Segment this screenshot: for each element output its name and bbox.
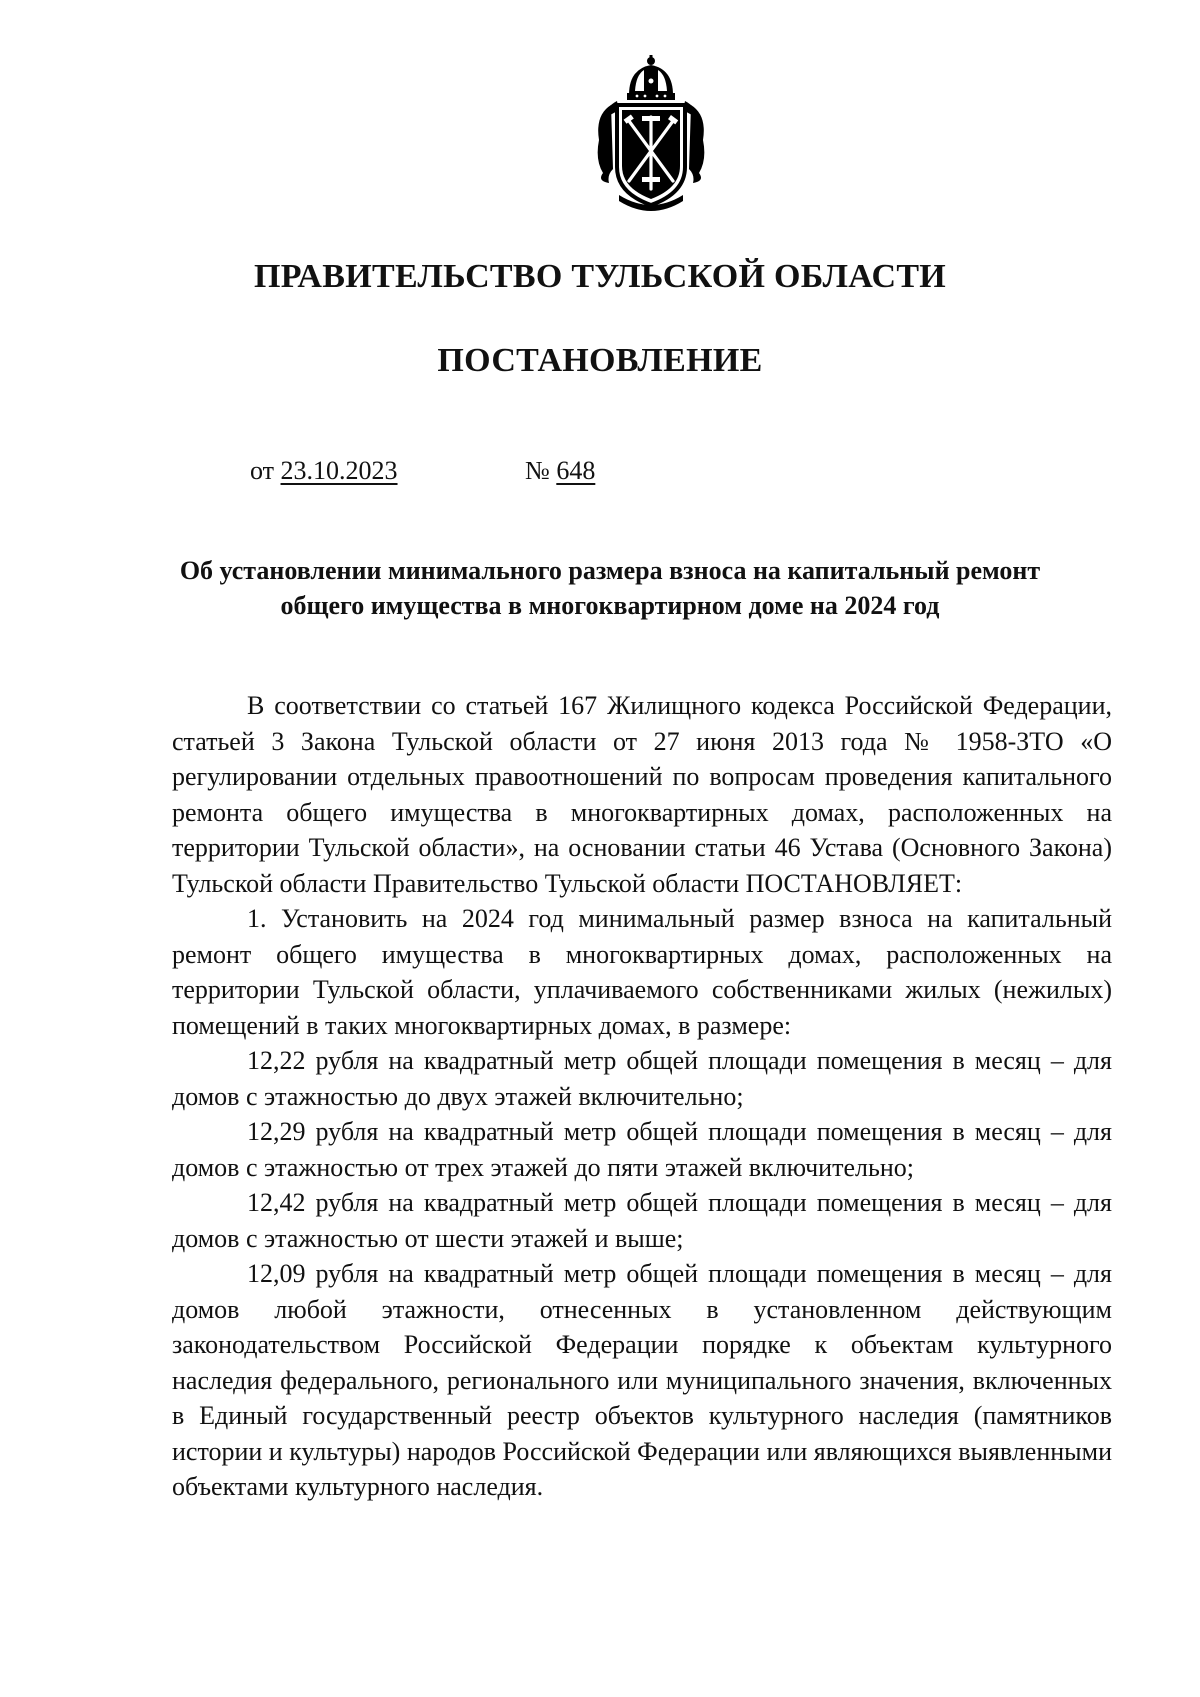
document-title: Об установлении минимального размера взноса на капитальный ремонт общего имущества в многоквартирном доме на 2024 год (179, 556, 1041, 620)
document-body (172, 688, 1112, 1505)
document-number-line (525, 456, 595, 486)
document-date: 23.10.2023 (280, 456, 398, 485)
body-paragraph-rate-4: 12,09 рубля на квадратный метр общей площади помещения в месяц – для домов любой этажности, отнесенных в установленном действующим законодательством Российской Федерации порядке к объектам культурного наследия федерального, регионального или муниципального значения, включенных в Единый государственный реестр объектов культурного наследия (памятников истории и культуры) народов Российской Федерации или являющихся выявленными объектами культурного наследия. (172, 1259, 1113, 1501)
document-number: 648 (556, 456, 596, 485)
coat-of-arms-icon (589, 55, 713, 215)
document-date-line (250, 456, 398, 486)
document-type-heading: ПОСТАНОВЛЕНИЕ (437, 342, 763, 379)
date-prefix: от (250, 456, 275, 485)
body-paragraph-rate-2: 12,29 рубля на квадратный метр общей площади помещения в месяц – для домов с этажностью от трех этажей до пяти этажей включительно; (172, 1117, 1112, 1182)
number-prefix: № (525, 456, 550, 485)
body-paragraph-rate-3: 12,42 рубля на квадратный метр общей площади помещения в месяц – для домов с этажностью от шести этажей и выше; (172, 1188, 1112, 1253)
organization-heading: ПРАВИТЕЛЬСТВО ТУЛЬСКОЙ ОБЛАСТИ (253, 258, 947, 295)
body-paragraph-item-1: 1. Установить на 2024 год минимальный размер взноса на капитальный ремонт общего имущества в многоквартирных домах, расположенных на территории Тульской области, уплачиваемого собственниками жилых (нежилых) помещений в таких многоквартирных домах, в размере: (172, 904, 1112, 1040)
body-paragraph-rate-1: 12,22 рубля на квадратный метр общей площади помещения в месяц – для домов с этажностью до двух этажей включительно; (172, 1046, 1112, 1111)
body-paragraph-preamble: В соответствии со статьей 167 Жилищного кодекса Российской Федерации, статьей 3 Закона Тульской области от 27 июня 2013 года № 1958-ЗТО «О регулировании отдельных правоотношений по вопросам проведения капитального ремонта общего имущества в многоквартирных домах, расположенных на территории Тульской области», на основании статьи 46 Устава (Основного Закона) Тульской области Правительство Тульской области ПОСТАНОВЛЯЕТ: (172, 691, 1112, 898)
